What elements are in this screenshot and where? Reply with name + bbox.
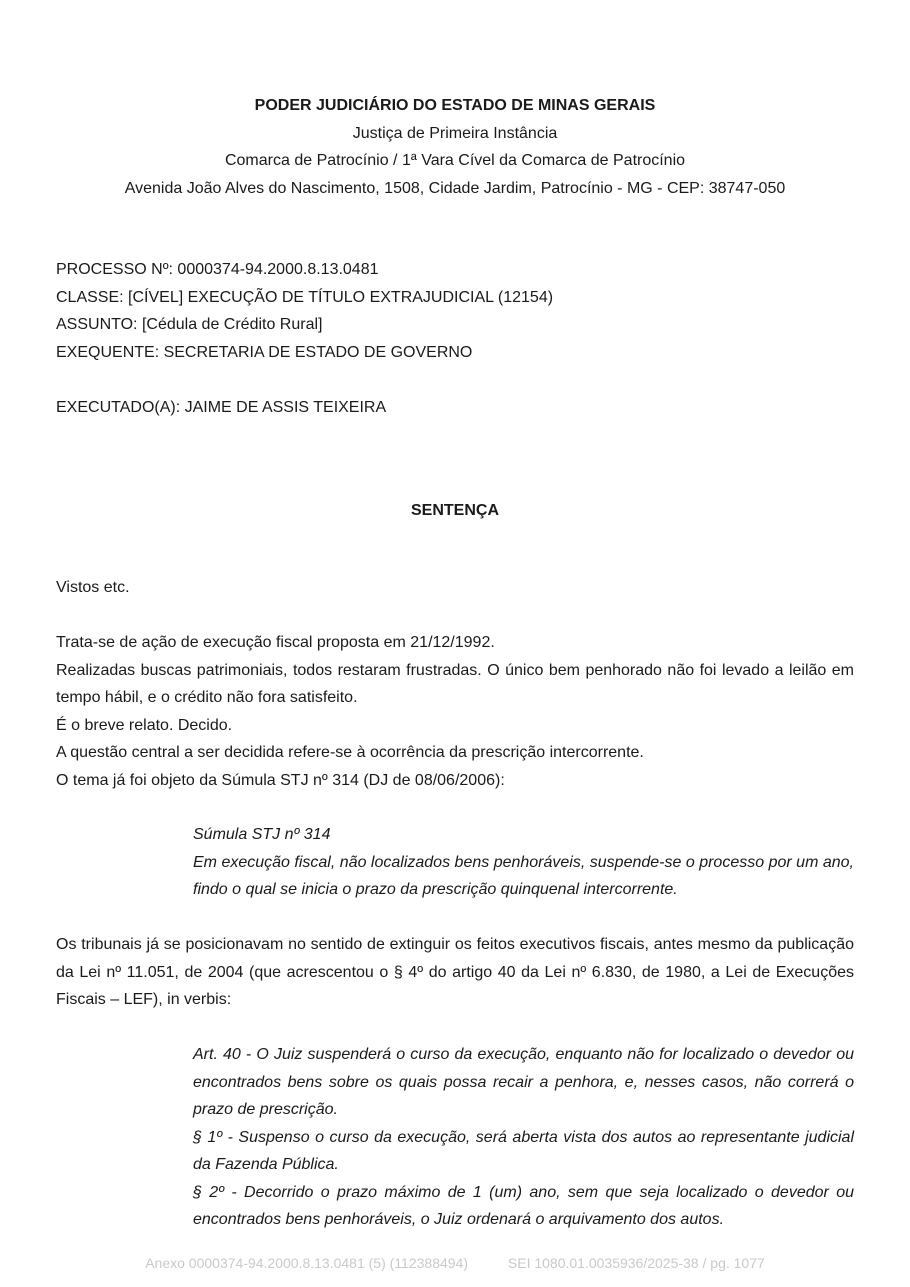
paragraph-searches: Realizadas buscas patrimoniais, todos restaram frustradas. O único bem penhorado não foi levado a leilão em tempo hábil, e o crédito não fora satisfeito. (56, 661, 854, 706)
report-section (56, 629, 854, 794)
law-article-40: Art. 40 - O Juiz suspenderá o curso da execução, enquanto não for localizado o devedor ou encontrados bens sobre os quais possa recair a penhora, e, nesses casos, não correrá o prazo de prescrição. (193, 1046, 854, 1118)
court-district: Comarca de Patrocínio / 1ª Vara Cível da Comarca de Patrocínio (224, 152, 686, 169)
footer-annex: Anexo 0000374-94.2000.8.13.0481 (5) (112388494) (145, 1255, 468, 1271)
document-title: SENTENÇA (410, 502, 499, 519)
law-paragraph-1: § 1º - Suspenso o curso da execução, será aberta vista dos autos ao representante judicial da Fazenda Pública. (193, 1128, 854, 1173)
court-name: PODER JUDICIÁRIO DO ESTADO DE MINAS GERAIS (254, 97, 656, 114)
page-footer (0, 1255, 910, 1271)
law-paragraph-2: § 2º - Decorrido o prazo máximo de 1 (um) ano, sem que seja localizado o devedor ou encontrados bens penhoráveis, o Juiz ordenará o arquivamento dos autos. (193, 1183, 854, 1228)
case-class: CLASSE: [CÍVEL] EXECUÇÃO DE TÍTULO EXTRAJUDICIAL (12154) (56, 288, 554, 306)
paragraph-question: A questão central a ser decidida refere-se à ocorrência da prescrição intercorrente. (56, 744, 644, 761)
paragraph-report: É o breve relato. Decido. (56, 716, 233, 734)
courts-paragraph (56, 931, 854, 1014)
sumula-text: Em execução fiscal, não localizados bens penhoráveis, suspende-se o processo por um ano, findo o qual se inicia o prazo da prescrição quinquenal intercorrente. (193, 853, 854, 898)
paragraph-filing: Trata-se de ação de execução fiscal proposta em 21/12/1992. (56, 634, 495, 651)
document-header (0, 92, 910, 202)
sumula-title: Súmula STJ nº 314 (193, 826, 331, 843)
case-plaintiff: EXEQUENTE: SECRETARIA DE ESTADO DE GOVERNO (56, 343, 473, 361)
law-quote (193, 1041, 854, 1234)
case-defendant: EXECUTADO(A): JAIME DE ASSIS TEIXEIRA (56, 399, 387, 416)
paragraph-courts: Os tribunais já se posicionavam no sentido de extinguir os feitos executivos fiscais, antes mesmo da publicação da Lei nº 11.051, de 2004 (que acrescentou o § 4º do artigo 40 da Lei nº 6.830, de 1980, a Lei de Execuções Fiscais – LEF), in verbis: (56, 936, 854, 1008)
case-process-number: PROCESSO Nº: 0000374-94.2000.8.13.0481 (56, 261, 379, 278)
footer-sei-reference: SEI 1080.01.0035936/2025-38 / pg. 1077 (507, 1255, 765, 1271)
paragraph-sumula-intro: O tema já foi objeto da Súmula STJ nº 314 (DJ de 08/06/2006): (56, 771, 505, 789)
greeting-text: Vistos etc. (56, 579, 130, 596)
sumula-quote (193, 821, 854, 904)
court-instance: Justiça de Primeira Instância (352, 124, 558, 142)
case-info (56, 256, 553, 366)
court-address: Avenida João Alves do Nascimento, 1508, Cidade Jardim, Patrocínio - MG - CEP: 38747-050 (124, 179, 786, 197)
case-subject: ASSUNTO: [Cédula de Crédito Rural] (56, 316, 323, 333)
greeting-paragraph (56, 574, 854, 602)
